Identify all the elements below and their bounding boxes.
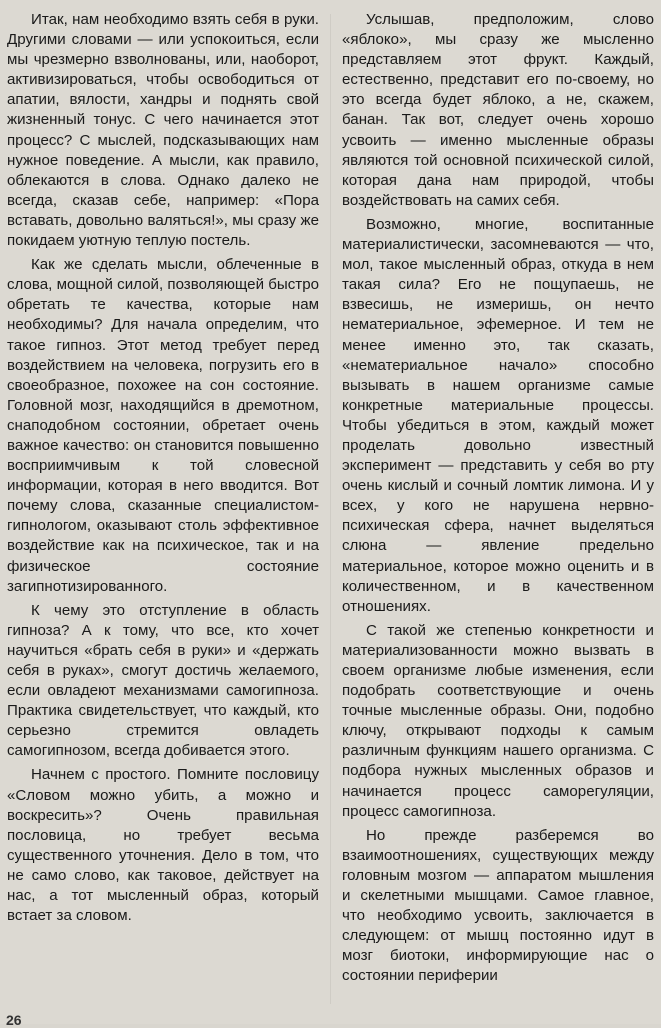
column-gutter [330,14,331,1004]
paragraph: Но прежде разберемся во взаимоотношениях, существующих между головным мозгом — аппаратом мышления и скелетными мышцами. Самое главное, что необходимо усвоить, заключается в следующем: от мышц постоянно идут в мозг биотоки, информирующие нас о состоянии периферии [342,826,654,985]
paragraph: Как же сделать мысли, облеченные в слова, мощной силой, позволяющей быстро обретать те качества, которые нам необходимы? Для начала определим, что такое гипноз. Этот метод требует перед воздействием на человека, погрузить его в своеобразное, похожее на сон состояние. Головной мозг, находящийся в дремотном, снаподобном состоянии, обретает очень важное качество: он становится повышенно восприимчивым к той словесной информации, которая в него вводится. Вот почему слова, сказанные специалистом-гипнологом, оказывают столь эффективное воздействие как на психическое, так и на физическое состояние загипнотизированного. [7,256,319,595]
paragraph: К чему это отступление в область гипноза? А к тому, что все, кто хочет научиться «брать себя в руки» и «держать себя в руках», смогут достичь желаемого, если овладеют механизмами самогипноза. Практика свидетельствует, что каждый, кто серьезно стремится овладеть самогипнозом, всегда добивается этого. [7,601,319,760]
paragraph: С такой же степенью конкретности и материализованности можно вызвать в своем организме любые изменения, если подобрать соответствующие и очень точные мысленные образы. Они, подобно ключу, открывают подходы к самым различным функциям нашего организма. С подбора нужных мысленных образов и начинается процесс саморегуляции, процесс самогипноза. [342,621,654,820]
paragraph: Итак, нам необходимо взять себя в руки. Другими словами — или успокоиться, если мы чрезмерно взволнованы, или, наоборот, активизироваться, чтобы освободиться от апатии, вялости, хандры и поднять свой жизненный тонус. С чего начинается этот процесс? С мыслей, подсказывающих нам нужное поведение. А мысли, как правило, облекаются в слова. Однако далеко не всегда, сказав себе, например: «Пора вставать, довольно валяться!», мы сразу же покидаем уютную теплую постель. [7,11,319,250]
paragraph: Возможно, многие, воспитанные материалистически, засомневаются — что, мол, такое мысленный образ, откуда в нем такая сила? Его не пощупаешь, не взвесишь, не измеришь, он нечто нематериальное, эфемерное. И тем не менее именно это, так сказать, «нематериальное начало» способно вызывать в нашем организме самые конкретные материальные процессы. Чтобы убедиться в этом, каждый может проделать довольно известный эксперимент — представить у себя во рту очень кислый и сочный ломтик лимона. И у всех, у кого не нарушена нервно-психическая сфера, начнет выделяться слюна — явление предельно материальное, которое можно оценить и в количественном, и в качественном отношениях. [342,215,654,615]
paragraph: Начнем с простого. Помните пословицу «Словом можно убить, а можно и воскресить»? Очень правильная пословица, но требует весьма существенного уточнения. Дело в том, что не само слово, как таковое, действует на нас, а тот мысленный образ, который встает за словом. [7,766,319,925]
page-number: 26 [6,1012,22,1028]
left-column [7,10,319,930]
paragraph: Услышав, предположим, слово «яблоко», мы сразу же мысленно представляем этот фрукт. Каждый, естественно, представит его по-своему, но это всегда будет яблоко, а не, скажем, банан. Так вот, следует очень хорошо усвоить — именно мысленные образы являются той основной психической силой, которая дана нам природой, чтобы воздействовать на самих себя. [342,11,654,209]
right-column [342,10,654,991]
